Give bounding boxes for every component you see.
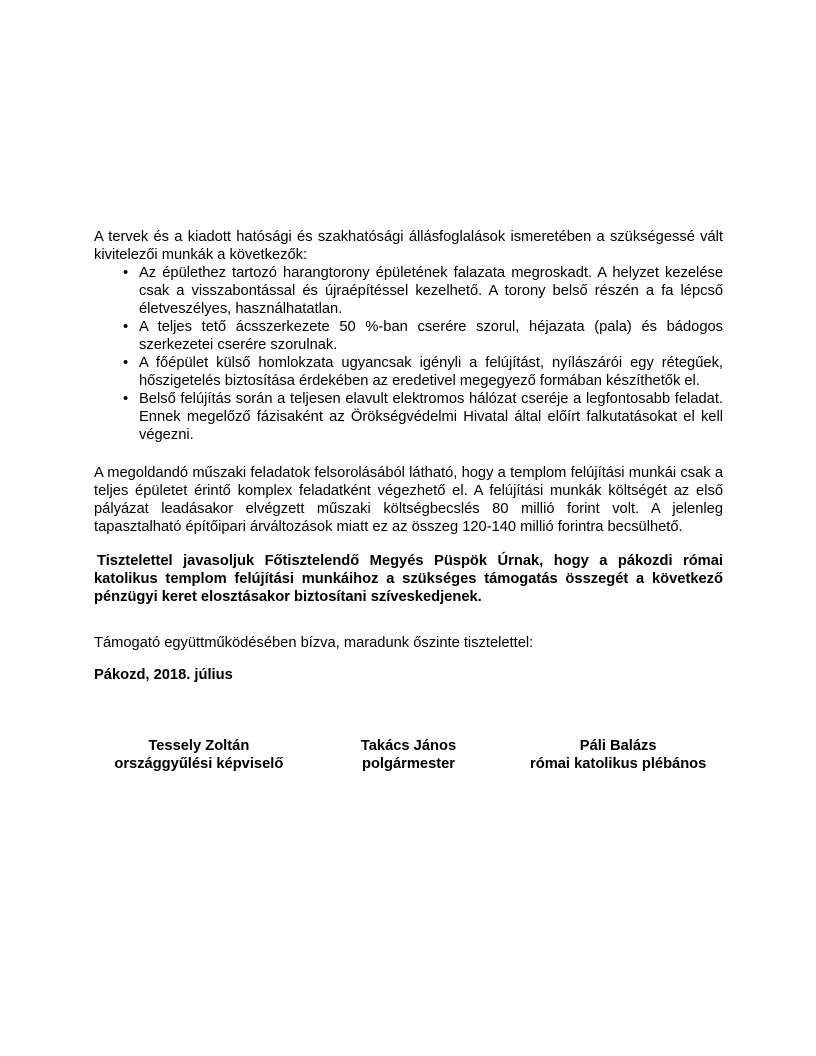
bullet-icon: • — [123, 355, 129, 371]
signatory-name: Páli Balázs — [579, 738, 657, 754]
list-item — [122, 318, 723, 354]
bullet-icon: • — [123, 265, 129, 281]
list-item-text: Belső felújítás során a teljesen elavult elektromos hálózat cseréje a legfontosabb feladat. Ennek megelőző fázisaként az Örökségvédelmi Hivatal által előírt falkutatásokat el kell végezni. — [139, 391, 723, 443]
signature-mayor — [304, 737, 514, 773]
date-line: Pákozd, 2018. július — [94, 667, 233, 683]
signatory-title: országgyűlési képviselő — [114, 756, 284, 772]
signatory-name: Takács János — [360, 738, 457, 754]
signatory-name: Tessely Zoltán — [148, 738, 250, 754]
signature-block — [94, 737, 723, 773]
summary-paragraph: A megoldandó műszaki feladatok felsorolásából látható, hogy a templom felújítási munkái csak a teljes épületet érintő komplex feladatként végezhető el. A felújítási munkák költségét az első pályázat leadásakor elvégzett műszaki költségbecslés 80 millió forint volt. A jelenleg tapasztalható építőipari árváltozások miatt ez az összeg 120-140 millió forintra becsülhető. — [94, 465, 723, 535]
bullet-icon: • — [123, 391, 129, 407]
list-item-text: Az épülethez tartozó harangtorony épületének falazata megroskadt. A helyzet kezelése csak a visszabontással és újraépítéssel kezelhető. A torony belső részén a fa lépcső életveszélyes, használhatatlan. — [139, 265, 723, 317]
list-item — [122, 390, 723, 444]
signature-mp — [94, 737, 304, 773]
works-bullet-list — [94, 264, 723, 444]
signature-priest — [513, 737, 723, 773]
list-item-text: A teljes tető ácsszerkezete 50 %-ban cserére szorul, héjazata (pala) és bádogos szerkezetei cserére szorulnak. — [139, 319, 723, 353]
list-item-text: A főépület külső homlokzata ugyancsak igényli a felújítást, nyílászárói egy rétegűek, hőszigetelés biztosítása érdekében az eredetivel megegyező formában készíthetők el. — [139, 355, 723, 389]
list-item — [122, 354, 723, 390]
signatory-title: polgármester — [361, 756, 456, 772]
closing-line: Támogató együttműködésében bízva, maradunk őszinte tisztelettel: — [94, 635, 534, 651]
signatory-title: római katolikus plébános — [530, 756, 707, 772]
intro-paragraph: A tervek és a kiadott hatósági és szakhatósági állásfoglalások ismeretében a szükségessé vált kivitelezői munkák a következők: — [94, 229, 723, 263]
list-item — [122, 264, 723, 318]
request-paragraph: Tisztelettel javasoljuk Főtisztelendő Megyés Püspök Úrnak, hogy a pákozdi római katolikus templom felújítási munkáihoz a szükséges támogatás összegét a következő pénzügyi keret elosztásakor biztosítani szíveskedjenek. — [94, 553, 723, 605]
bullet-icon: • — [123, 319, 129, 335]
